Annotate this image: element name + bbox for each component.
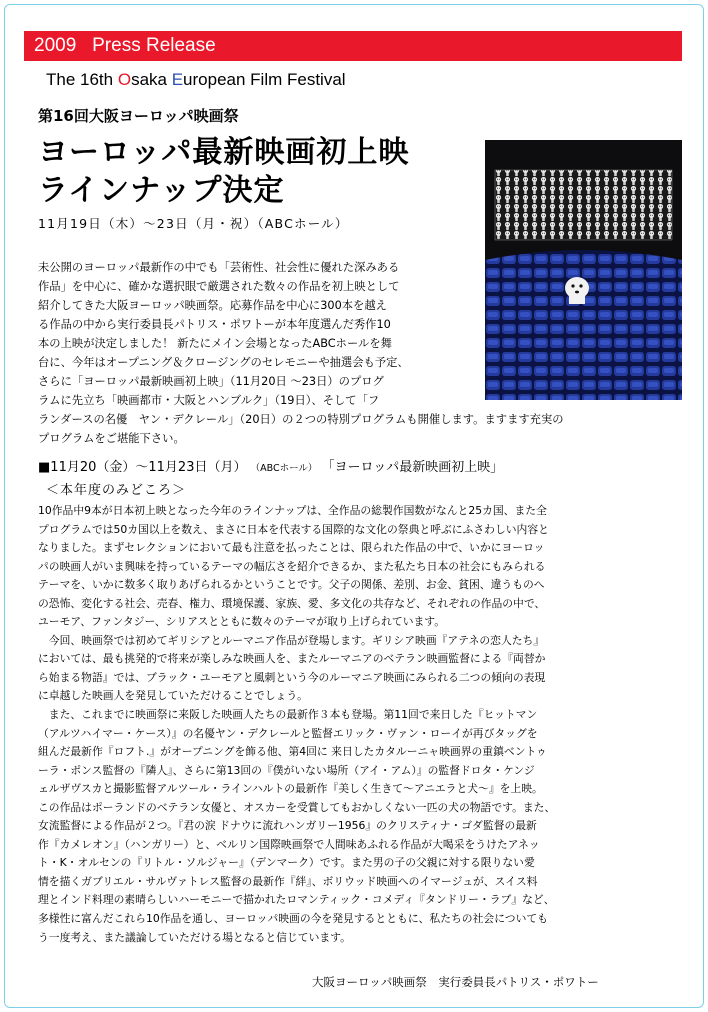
section-title: 「ヨーロッパ最新映画初上映」 (321, 460, 504, 475)
festival-title-rest: uropean Film Festival (183, 70, 346, 89)
section-venue: （ABCホール） (250, 463, 318, 474)
banner-year: 2009 (34, 35, 77, 56)
festival-poster-illustration (485, 140, 682, 400)
intro-line: ランダースの名優 ヤン・デクレール」（20日）の２つの特別プログラムも開催します。ますます充実の (38, 413, 564, 426)
headline-line-2: ラインナップ決定 (38, 173, 285, 208)
signature: 大阪ヨーロッパ映画祭 実行委員長パトリス・ポワトー (312, 975, 599, 989)
body-line: ユーモア、ファンタジー、シリアスとともに数々のテーマが取り上げられています。 (38, 615, 446, 629)
body-line: （アルツハイマー・ケース）』の名優ヤン・デクレールと監督エリック・ヴァン・ローイが再びタッグを (38, 726, 538, 740)
intro-line: プログラムをご堪能下さい。 (38, 432, 185, 445)
festival-english-title (46, 70, 346, 90)
highlights-heading: ＜本年度のみどころ＞ (46, 483, 187, 498)
body-line: ト・K・オルセンの『リトル・ソルジャー』（デンマーク）です。また男の子の父親に対する限りない愛 (38, 856, 535, 870)
intro-line: 作品」を中心に、確かな選択眼で厳選された数々の作品を初上映として (38, 280, 400, 293)
body-line: 今回、映画祭では初めてギリシアとルーマニア作品が登場します。ギリシア映画『アテネの恋人たち』 (38, 633, 545, 647)
press-release-banner (24, 31, 682, 61)
body-line: 多様性に富んだこれら10作品を通し、ヨーロッパ映画の今を発見するとともに、私たちの社会についても (38, 912, 548, 926)
body-line: に卓越した映画人を発見していただけることでしょう。 (38, 689, 308, 703)
intro-line: 紹介してきた大阪ヨーロッパ映画祭。応募作品を中心に300本を越え (38, 299, 387, 312)
intro-line: る作品の中から実行委員長パトリス・ポワトーが本年度選んだ秀作10 (38, 318, 391, 331)
body-line: 10作品中9本が日本初上映となった今年のラインナップは、全作品の総製作国数がなんと25カ国、また全 (38, 504, 547, 517)
intro-line: 本の上映が決定しました！ 新たにメイン会場となったABCホールを舞 (38, 337, 392, 350)
body-line: なりました。まずセレクションにおいて最も注意を払ったことは、限られた作品の中で、いかにヨーロッ (38, 541, 545, 555)
festival-title-e: E (171, 70, 184, 89)
section-dates: 11月20（金）～11月23日（月） (50, 460, 247, 475)
section-heading (38, 459, 503, 478)
body-line: また、これまでに映画祭に来阪した映画人たちの最新作３本も登場。第11回で来日した『ヒットマン (38, 708, 538, 722)
event-dates: 11月19日（木）～23日（月・祝）（ABCホール） (38, 216, 349, 231)
festival-title-saka: saka (131, 70, 172, 89)
festival-japanese-title: 第16回大阪ヨーロッパ映画祭 (38, 107, 239, 125)
intro-line: 未公開のヨーロッパ最新作の中でも「芸術性、社会性に優れた深みある (38, 261, 400, 274)
body-line: 情を描くガブリエル・サルヴァトレス監督の最新作『絆』、ボリウッド映画へのイマージュが、スイス料 (38, 874, 538, 888)
banner-label: Press Release (92, 35, 216, 56)
intro-line: 台に、今年はオープニング＆クロージングのセレモニーや抽選会も予定、 (38, 356, 409, 369)
body-line: この作品はポーランドのベテラン女優と、オスカーを受賞してもおかしくない一匹の犬の物語です。また、 (38, 800, 556, 814)
section-marker: ■ (38, 460, 51, 475)
body-line: 女流監督による作品が２つ。『君の涙 ドナウに流れハンガリー1956』のクリスティナ・ゴダ監督の最新 (38, 819, 537, 833)
headline-line-1: ヨーロッパ最新映画初上映 (38, 135, 410, 170)
body-line: ーラ・ポンス監督の『隣人』、さらに第13回の『僕がいない場所（アイ・アム）』の監督ドロタ・ケンジ (38, 763, 535, 777)
festival-title-prefix: The 16th (46, 70, 118, 89)
body-line: ェルザヴスカと撮影監督アルツール・ラインハルトの最新作『美しく生きて～アニエラと犬～』を上映。 (38, 782, 543, 796)
body-line: の恐怖、変化する社会、売春、権力、環境保護、家族、愛、多文化の共存など、それぞれの作品の中で、 (38, 596, 546, 610)
intro-line: ラムに先立ち「映画都市・大阪とハンブルク」（19日）、そして「フ (38, 394, 380, 407)
body-line: においては、最も挑発的で将来が楽しみな映画人を、またルーマニアのベテラン映画監督による『両替か (38, 652, 546, 666)
body-line: テーマを、いかに数多く取りあげられるかということです。父子の関係、差別、お金、貧困、違うものへ (38, 578, 545, 592)
body-line: 組んだ最新作『ロフト.』がオープニングを飾る他、第4回に 来日したカタルーニャ映画界の重鎮ベントゥ (38, 745, 547, 759)
intro-line: さらに「ヨーロッパ最新映画初上映」（11月20日 ～23日）のプログ (38, 375, 384, 388)
body-line: う一度考え、また議論していただける場となると信じています。 (38, 930, 351, 944)
body-line: 理とインド料理の素晴らしいハーモニーで描かれたロマンティック・コメディ『タンドリー・ラブ』など、 (38, 893, 555, 907)
body-line: プログラムでは50カ国以上を数え、まさに日本を代表する国際的な文化の祭典と呼ぶにふさわしい内容と (38, 522, 549, 536)
highlights-body (38, 502, 678, 947)
festival-title-o: O (117, 70, 132, 89)
body-line: パの映画人がいま興味を持っているテーマの幅広さを紹介できるか、また私たち日本の社会にもみられる (38, 559, 546, 573)
body-line: ら始まる物語』では、ブラック・ユーモアと風刺という今のルーマニア映画にみられる二つの傾向の表現 (38, 670, 546, 684)
body-line: 作『カメレオン』（ハンガリー）と、ベルリン国際映画祭で人間味あふれる作品が大喝采をうけたアネッ (38, 837, 540, 851)
